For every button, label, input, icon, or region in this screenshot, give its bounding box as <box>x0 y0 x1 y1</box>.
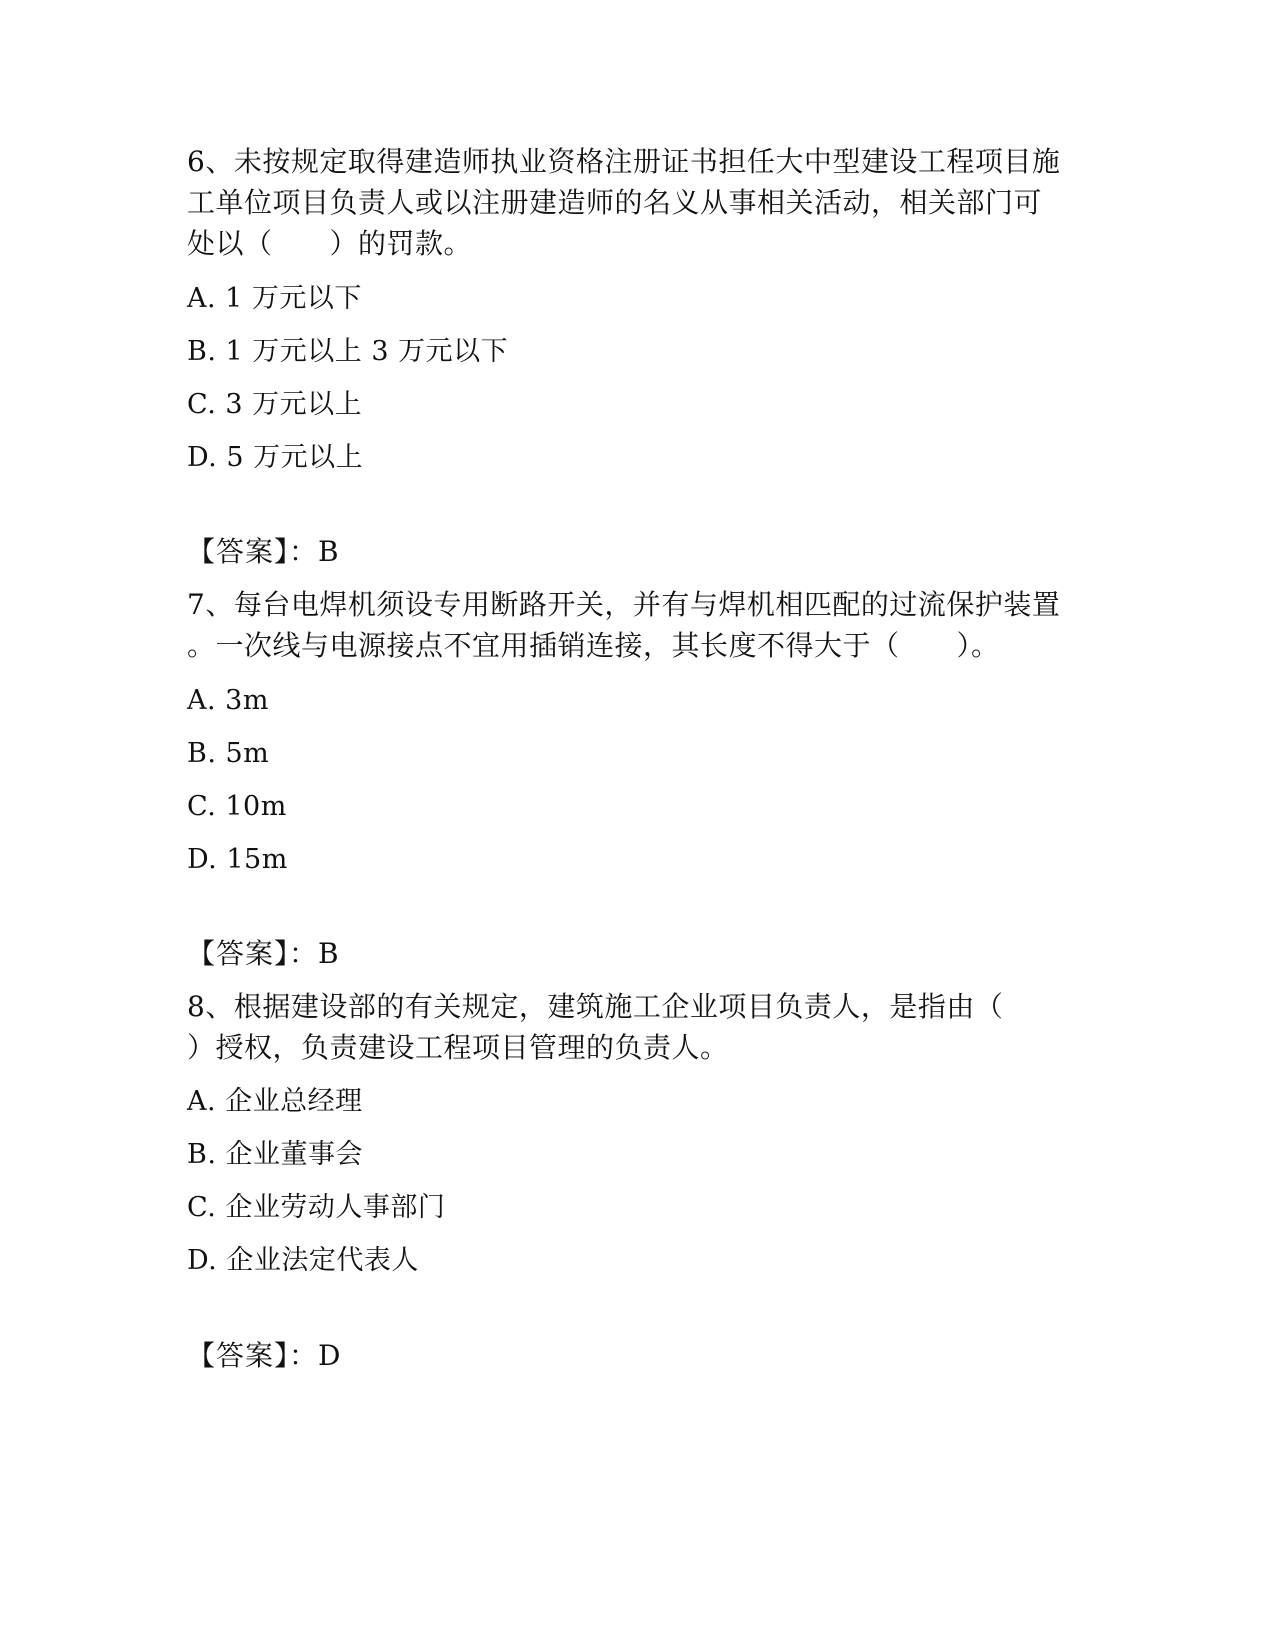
question-7-stem-line-2: 。一次线与电源接点不宜用插销连接，其长度不得大于（ ）。 <box>187 629 1000 662</box>
question-7-stem-line-1: 7、每台电焊机须设专用断路开关，并有与焊机相匹配的过流保护装置 <box>187 588 1061 621</box>
question-8-answer <box>187 1339 341 1373</box>
question-6-option-a: A. 1 万元以下 <box>187 283 362 314</box>
question-8-stem-line-1: 8、根据建设部的有关规定，建筑施工企业项目负责人，是指由（ <box>187 990 1004 1023</box>
question-7-option-d: D. 15m <box>187 844 288 875</box>
question-8-option-b: B. 企业董事会 <box>187 1139 364 1170</box>
question-8-option-c: C. 企业劳动人事部门 <box>187 1192 446 1223</box>
question-6-stem-line-1: 6、未按规定取得建造师执业资格注册证书担任大中型建设工程项目施 <box>187 145 1061 178</box>
answer-value: B <box>318 937 340 970</box>
question-6-option-c: C. 3 万元以上 <box>187 389 363 420</box>
answer-value: D <box>318 1339 341 1372</box>
question-7-option-b: B. 5m <box>187 738 270 769</box>
answer-value: B <box>318 535 340 568</box>
question-6-stem-line-3: 处以（ ）的罚款。 <box>187 227 473 260</box>
question-7-option-a: A. 3m <box>187 685 269 716</box>
question-7-option-c: C. 10m <box>187 791 287 822</box>
answer-label: 【答案】： <box>187 937 319 970</box>
answer-label: 【答案】： <box>187 1339 319 1372</box>
answer-label: 【答案】： <box>187 535 319 568</box>
question-6-option-d: D. 5 万元以上 <box>187 442 364 473</box>
question-7-answer <box>187 937 339 971</box>
question-6-option-b: B. 1 万元以上 3 万元以下 <box>187 336 509 367</box>
question-6-stem-line-2: 工单位项目负责人或以注册建造师的名义从事相关活动，相关部门可 <box>187 186 1043 219</box>
question-8-stem-line-2: ）授权，负责建设工程项目管理的负责人。 <box>187 1031 729 1064</box>
question-8-option-d: D. 企业法定代表人 <box>187 1245 419 1276</box>
question-6-answer <box>187 535 339 569</box>
question-8-option-a: A. 企业总经理 <box>187 1086 363 1117</box>
